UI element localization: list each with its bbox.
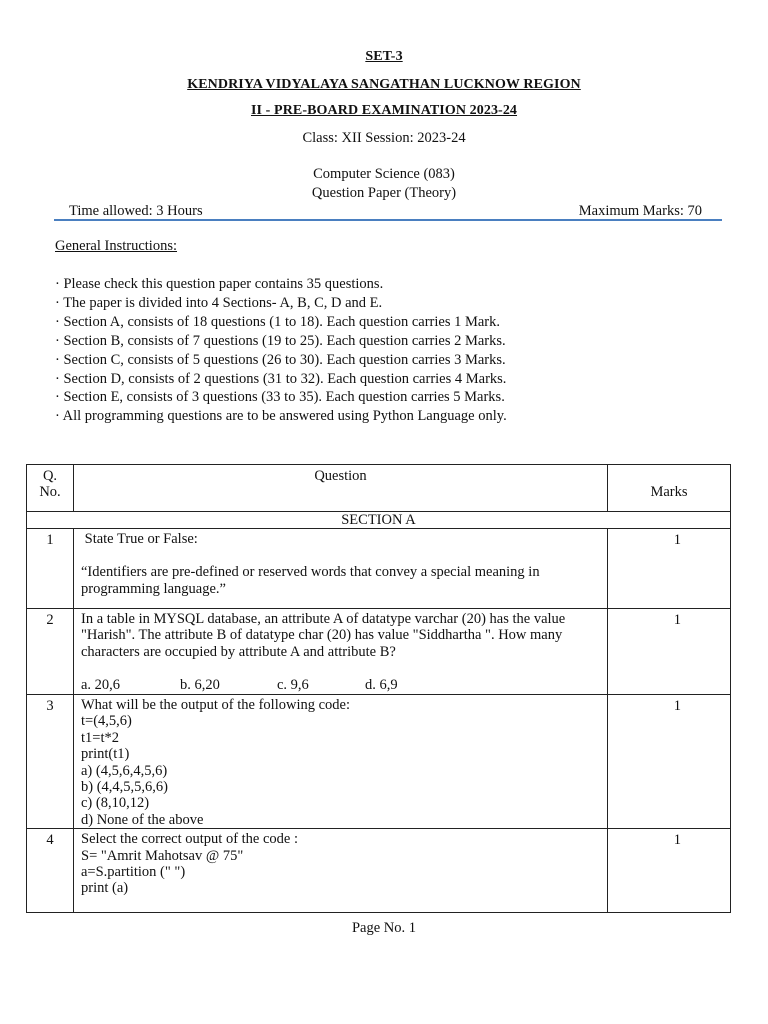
instruction-item: · Section B, consists of 7 questions (19 to 25). Each question carries 2 Marks. [55,332,506,349]
code-line: S= "Amrit Mahotsav @ 75" [81,847,244,864]
question-number: 4 [27,829,74,913]
col-header-q-no [27,465,74,512]
table-header-row [27,465,731,512]
question-number: 2 [27,609,74,695]
question-paragraph: In a table in MYSQL database, an attribute A of datatype varchar (20) has the value "Harish". The attribute B of datatype char (20) has value "Siddhartha ". How many characters are occupied by attribute A and attribute B? [81,611,566,660]
instruction-item: · Section A, consists of 18 questions (1 to 18). Each question carries 1 Mark. [55,313,500,330]
question-text [74,529,608,609]
question-paragraph: “Identifiers are pre-defined or reserved words that convey a special meaning in programming language.” [81,564,540,597]
option-c: c) (8,10,12) [81,795,150,812]
question-line: Select the correct output of the code : [81,831,299,848]
question-marks: 1 [608,695,731,829]
table-row [27,695,731,829]
set-label: SET-3 [365,49,403,64]
code-line: t=(4,5,6) [81,713,132,730]
section-row [27,512,731,529]
question-text [74,829,608,913]
table-row [27,529,731,609]
option-a: a. 20,6 [81,677,121,694]
code-line: a=S.partition (" ") [81,864,186,881]
instruction-item: · Section C, consists of 5 questions (26 to 30). Each question carries 3 Marks. [55,351,506,368]
instruction-item: · Please check this question paper contains 35 questions. [55,276,384,292]
option-a: a) (4,5,6,4,5,6) [81,762,168,779]
instructions-title: General Instructions: [55,238,178,254]
organization-title: KENDRIYA VIDYALAYA SANGATHAN LUCKNOW REGION [187,77,581,92]
code-line: print(t1) [81,746,130,763]
section-a-label: SECTION A [27,512,731,529]
question-line: What will be the output of the following code: [81,697,350,713]
question-number: 1 [27,529,74,609]
time-allowed: Time allowed: 3 Hours [69,203,203,219]
paper-title: Question Paper (Theory) [311,185,457,201]
page-number: Page No. 1 [351,920,417,936]
answer-options [81,677,600,693]
col-header-question: Question [74,465,608,512]
option-d: d. 6,9 [365,677,398,694]
question-line: State True or False: [81,531,198,547]
question-marks: 1 [608,829,731,913]
col-header-marks: Marks [608,465,731,512]
maximum-marks: Maximum Marks: 70 [578,203,702,219]
no-label: No. [39,484,61,500]
q-label: Q. [42,468,58,484]
option-b: b. 6,20 [180,677,220,694]
option-c: c. 9,6 [277,677,309,694]
subject-title: Computer Science (083) [313,166,455,182]
question-table [26,464,731,913]
exam-title: II - PRE-BOARD EXAMINATION 2023-24 [250,103,518,118]
question-marks: 1 [608,529,731,609]
option-d: d) None of the above [81,811,204,828]
class-session: Class: XII Session: 2023-24 [302,130,466,146]
question-text [74,695,608,829]
question-marks: 1 [608,609,731,695]
instruction-item: · Section E, consists of 3 questions (33 to 35). Each question carries 5 Marks. [55,389,505,406]
code-line: t1=t*2 [81,729,119,746]
question-text [74,609,608,695]
table-row [27,829,731,913]
header-divider [54,219,722,221]
table-row [27,609,731,695]
instructions-list [55,275,507,426]
option-b: b) (4,4,5,5,6,6) [81,779,168,796]
instruction-item: · The paper is divided into 4 Sections- A, B, C, D and E. [55,294,383,311]
code-line: print (a) [81,880,129,897]
question-number: 3 [27,695,74,829]
instruction-item: · Section D, consists of 2 questions (31 to 32). Each question carries 4 Marks. [55,370,507,387]
instruction-item: · All programming questions are to be answered using Python Language only. [55,408,507,425]
